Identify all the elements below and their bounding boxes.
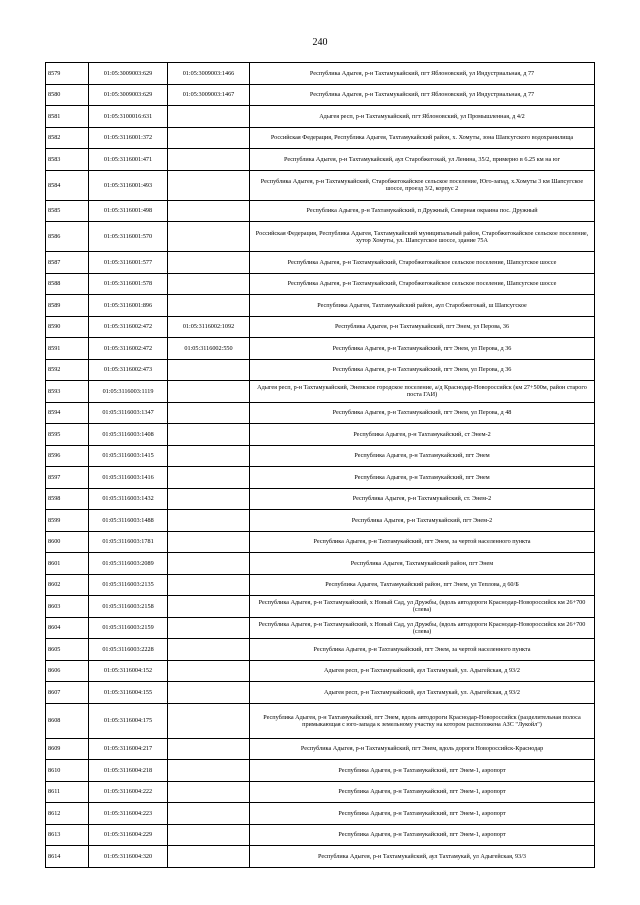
table-row xyxy=(46,660,595,682)
related-cadastral-number-cell xyxy=(168,846,250,868)
related-cadastral-number-cell xyxy=(168,617,250,639)
cadastral-number-cell: 01:05:3116003:1432 xyxy=(89,488,168,510)
row-number-cell: 8603 xyxy=(46,596,89,618)
row-number-cell: 8582 xyxy=(46,127,89,149)
address-cell: Республика Адыгея, р-н Тахтамукайский, пгт Энем, за чертой населенного пункта xyxy=(250,531,595,553)
cadastral-number-cell: 01:05:3116003:2135 xyxy=(89,574,168,596)
address-cell: Республика Адыгея, р-н Тахтамукайский, Старобжегокайское сельское поселение, Юго-запад, х.Хомуты 3 км Шапсугское шоссе, проезд 3/2, корпус 2 xyxy=(250,170,595,200)
cadastral-number-cell: 01:05:3116001:577 xyxy=(89,252,168,274)
address-cell: Республика Адыгея, р-н Тахтамукайский, х Новый Сад, ул Дружбы, (вдоль автодороги Краснодар-Новороссийск км 26+700 (слева) xyxy=(250,596,595,618)
related-cadastral-number-cell xyxy=(168,424,250,446)
cadastral-number-cell: 01:05:3116003:1488 xyxy=(89,510,168,532)
table-row xyxy=(46,273,595,295)
address-cell: Республика Адыгея, р-н Тахтамукайский, аул Старобжегокай, ул Ленина, 35/2, примерно в 6.25 км на юг xyxy=(250,149,595,171)
address-cell: Республика Адыгея, р-н Тахтамукайский, п Дружный, Северная окраина пос. Дружный xyxy=(250,200,595,222)
related-cadastral-number-cell xyxy=(168,703,250,738)
table-row xyxy=(46,424,595,446)
address-cell: Российская Федерация, Республика Адыгея, Тахтамукайский район, х. Хомуты, зона Шапсугского водохранилища xyxy=(250,127,595,149)
table-row xyxy=(46,738,595,760)
related-cadastral-number-cell xyxy=(168,682,250,704)
row-number-cell: 8594 xyxy=(46,402,89,424)
row-number-cell: 8607 xyxy=(46,682,89,704)
table-row xyxy=(46,381,595,403)
address-cell: Республика Адыгея, Тахтамукайский район, пгт Энем xyxy=(250,553,595,575)
related-cadastral-number-cell xyxy=(168,222,250,252)
related-cadastral-number-cell xyxy=(168,639,250,661)
address-cell: Республика Адыгея, р-н Тахтамукайский, пгт Энем, вдоль дороги Новороссийск-Краснодар xyxy=(250,738,595,760)
address-cell: Республика Адыгея, р-н Тахтамукайский, пгт Энем, ул Перова, д 36 xyxy=(250,338,595,360)
address-cell: Республика Адыгея, р-н Тахтамукайский, аул Тахтамукай, ул Адыгейская, 93/3 xyxy=(250,846,595,868)
cadastral-number-cell: 01:05:3116001:570 xyxy=(89,222,168,252)
related-cadastral-number-cell xyxy=(168,445,250,467)
related-cadastral-number-cell xyxy=(168,467,250,489)
row-number-cell: 8614 xyxy=(46,846,89,868)
address-cell: Российская Федерация, Республика Адыгея, Тахтамукайский муниципальный район, Старобжегокайское сельское поселение, хутор Хомуты, ул. Шапсугское шоссе, здание 75А xyxy=(250,222,595,252)
related-cadastral-number-cell xyxy=(168,488,250,510)
table-row xyxy=(46,445,595,467)
related-cadastral-number-cell: 01:05:3009003:1466 xyxy=(168,63,250,85)
row-number-cell: 8587 xyxy=(46,252,89,274)
row-number-cell: 8589 xyxy=(46,295,89,317)
address-cell: Республика Адыгея, р-н Тахтамукайский, пгт Энем xyxy=(250,445,595,467)
cadastral-number-cell: 01:05:3009003:629 xyxy=(89,84,168,106)
row-number-cell: 8601 xyxy=(46,553,89,575)
cadastral-number-cell: 01:05:3116003:1408 xyxy=(89,424,168,446)
address-cell: Республика Адыгея, р-н Тахтамукайский, ст. Энем-2 xyxy=(250,488,595,510)
address-cell: Республика Адыгея, р-н Тахтамукайский, пгт Энем, за чертой населенного пункта xyxy=(250,639,595,661)
cadastral-number-cell: 01:05:3116003:1415 xyxy=(89,445,168,467)
page-number: 240 xyxy=(312,37,328,48)
row-number-cell: 8583 xyxy=(46,149,89,171)
related-cadastral-number-cell xyxy=(168,781,250,803)
cadastral-number-cell: 01:05:3116004:155 xyxy=(89,682,168,704)
cadastral-number-cell: 01:05:3116003:2159 xyxy=(89,617,168,639)
row-number-cell: 8592 xyxy=(46,359,89,381)
related-cadastral-number-cell xyxy=(168,170,250,200)
table-row xyxy=(46,222,595,252)
table-row xyxy=(46,781,595,803)
cadastral-number-cell: 01:05:3100016:631 xyxy=(89,106,168,128)
table-row xyxy=(46,846,595,868)
table-row xyxy=(46,402,595,424)
related-cadastral-number-cell: 01:05:3009003:1467 xyxy=(168,84,250,106)
related-cadastral-number-cell xyxy=(168,402,250,424)
table-row xyxy=(46,338,595,360)
related-cadastral-number-cell xyxy=(168,127,250,149)
related-cadastral-number-cell xyxy=(168,273,250,295)
address-cell: Республика Адыгея, р-н Тахтамукайский, пгт Яблоновский, ул Индустриальная, д 77 xyxy=(250,84,595,106)
row-number-cell: 8588 xyxy=(46,273,89,295)
table-row xyxy=(46,574,595,596)
related-cadastral-number-cell xyxy=(168,803,250,825)
row-number-cell: 8581 xyxy=(46,106,89,128)
cadastral-number-cell: 01:05:3116003:1119 xyxy=(89,381,168,403)
row-number-cell: 8586 xyxy=(46,222,89,252)
related-cadastral-number-cell xyxy=(168,200,250,222)
table-row xyxy=(46,617,595,639)
row-number-cell: 8599 xyxy=(46,510,89,532)
cadastral-number-cell: 01:05:3116001:372 xyxy=(89,127,168,149)
table-row xyxy=(46,467,595,489)
row-number-cell: 8611 xyxy=(46,781,89,803)
address-cell: Республика Адыгея, р-н Тахтамукайский, пгт Энем-2 xyxy=(250,510,595,532)
cadastral-number-cell: 01:05:3009003:629 xyxy=(89,63,168,85)
row-number-cell: 8580 xyxy=(46,84,89,106)
registry-table xyxy=(45,62,595,868)
row-number-cell: 8608 xyxy=(46,703,89,738)
address-cell: Республика Адыгея, р-н Тахтамукайский, Старобжегокайское сельское поселение, Шапсугское шоссе xyxy=(250,273,595,295)
cadastral-number-cell: 01:05:3116003:1416 xyxy=(89,467,168,489)
cadastral-number-cell: 01:05:3116001:896 xyxy=(89,295,168,317)
address-cell: Республика Адыгея, р-н Тахтамукайский, пгт Энем, ул Перова, д 36 xyxy=(250,359,595,381)
address-cell: Республика Адыгея, р-н Тахтамукайский, пгт Энем, ул Перова, д 48 xyxy=(250,402,595,424)
cadastral-number-cell: 01:05:3116002:473 xyxy=(89,359,168,381)
related-cadastral-number-cell xyxy=(168,660,250,682)
related-cadastral-number-cell: 01:05:3116002:550 xyxy=(168,338,250,360)
cadastral-number-cell: 01:05:3116004:320 xyxy=(89,846,168,868)
table-row xyxy=(46,63,595,85)
table-row xyxy=(46,824,595,846)
cadastral-number-cell: 01:05:3116004:223 xyxy=(89,803,168,825)
related-cadastral-number-cell xyxy=(168,531,250,553)
table-row xyxy=(46,200,595,222)
row-number-cell: 8604 xyxy=(46,617,89,639)
address-cell: Республика Адыгея, р-н Тахтамукайский, пгт Энем-1, аэропорт xyxy=(250,803,595,825)
cadastral-number-cell: 01:05:3116001:498 xyxy=(89,200,168,222)
cadastral-number-cell: 01:05:3116003:1781 xyxy=(89,531,168,553)
table-row xyxy=(46,703,595,738)
table-row xyxy=(46,803,595,825)
row-number-cell: 8593 xyxy=(46,381,89,403)
table-row xyxy=(46,149,595,171)
related-cadastral-number-cell xyxy=(168,760,250,782)
address-cell: Республика Адыгея, Тахтамукайский район, аул Старобжегокай, ш Шапсугское xyxy=(250,295,595,317)
row-number-cell: 8590 xyxy=(46,316,89,338)
cadastral-number-cell: 01:05:3116004:217 xyxy=(89,738,168,760)
cadastral-number-cell: 01:05:3116004:229 xyxy=(89,824,168,846)
cadastral-number-cell: 01:05:3116001:471 xyxy=(89,149,168,171)
cadastral-number-cell: 01:05:3116004:152 xyxy=(89,660,168,682)
table-row xyxy=(46,553,595,575)
cadastral-number-cell: 01:05:3116002:472 xyxy=(89,316,168,338)
related-cadastral-number-cell xyxy=(168,359,250,381)
cadastral-number-cell: 01:05:3116002:472 xyxy=(89,338,168,360)
related-cadastral-number-cell xyxy=(168,295,250,317)
row-number-cell: 8609 xyxy=(46,738,89,760)
row-number-cell: 8602 xyxy=(46,574,89,596)
row-number-cell: 8597 xyxy=(46,467,89,489)
table-row xyxy=(46,252,595,274)
address-cell: Республика Адыгея, р-н Тахтамукайский, пгт Энем-1, аэропорт xyxy=(250,760,595,782)
cadastral-number-cell: 01:05:3116003:1347 xyxy=(89,402,168,424)
address-cell: Республика Адыгея, р-н Тахтамукайский, пгт Яблоновский, ул Индустриальная, д 77 xyxy=(250,63,595,85)
related-cadastral-number-cell xyxy=(168,381,250,403)
table-row xyxy=(46,295,595,317)
cadastral-number-cell: 01:05:3116003:2089 xyxy=(89,553,168,575)
related-cadastral-number-cell xyxy=(168,252,250,274)
related-cadastral-number-cell xyxy=(168,738,250,760)
table-row xyxy=(46,170,595,200)
table-row xyxy=(46,596,595,618)
cadastral-number-cell: 01:05:3116001:493 xyxy=(89,170,168,200)
registry-table-body xyxy=(46,63,595,868)
table-row xyxy=(46,127,595,149)
cadastral-number-cell: 01:05:3116003:2158 xyxy=(89,596,168,618)
table-row xyxy=(46,510,595,532)
address-cell: Адыгея респ, р-н Тахтамукайский, аул Тахтамукай, ул. Адыгейская, д 93/2 xyxy=(250,660,595,682)
table-row xyxy=(46,359,595,381)
address-cell: Республика Адыгея, р-н Тахтамукайский, пгт Энем-1, аэропорт xyxy=(250,781,595,803)
related-cadastral-number-cell xyxy=(168,574,250,596)
table-row xyxy=(46,531,595,553)
row-number-cell: 8585 xyxy=(46,200,89,222)
row-number-cell: 8591 xyxy=(46,338,89,360)
address-cell: Республика Адыгея, р-н Тахтамукайский, пгт Энем-1, аэропорт xyxy=(250,824,595,846)
cadastral-number-cell: 01:05:3116004:175 xyxy=(89,703,168,738)
row-number-cell: 8613 xyxy=(46,824,89,846)
related-cadastral-number-cell: 01:05:3116002:1092 xyxy=(168,316,250,338)
cadastral-number-cell: 01:05:3116001:578 xyxy=(89,273,168,295)
address-cell: Адыгея респ, р-н Тахтамукайский, пгт Яблоновский, ул Промышленная, д 4/2 xyxy=(250,106,595,128)
cadastral-number-cell: 01:05:3116004:222 xyxy=(89,781,168,803)
related-cadastral-number-cell xyxy=(168,106,250,128)
address-cell: Республика Адыгея, р-н Тахтамукайский, х Новый Сад, ул Дружбы, (вдоль автодороги Краснодар-Новороссийск км 26+700 (слева) xyxy=(250,617,595,639)
cadastral-number-cell: 01:05:3116003:2228 xyxy=(89,639,168,661)
table-row xyxy=(46,84,595,106)
address-cell: Республика Адыгея, Тахтамукайский район, пгт Энем, ул Теплова, д 60/Б xyxy=(250,574,595,596)
table-row xyxy=(46,639,595,661)
related-cadastral-number-cell xyxy=(168,824,250,846)
table-row xyxy=(46,106,595,128)
row-number-cell: 8612 xyxy=(46,803,89,825)
address-cell: Адыгея респ, р-н Тахтамукайский, Энемское городское поселение, а/д Краснодар-Новороссийск (км 27+500м, район старого поста ГАИ) xyxy=(250,381,595,403)
row-number-cell: 8610 xyxy=(46,760,89,782)
row-number-cell: 8596 xyxy=(46,445,89,467)
table-row xyxy=(46,488,595,510)
row-number-cell: 8595 xyxy=(46,424,89,446)
address-cell: Республика Адыгея, р-н Тахтамукайский, ст Энем-2 xyxy=(250,424,595,446)
address-cell: Республика Адыгея, р-н Тахтамукайский, пгт Энем xyxy=(250,467,595,489)
table-row xyxy=(46,682,595,704)
related-cadastral-number-cell xyxy=(168,510,250,532)
row-number-cell: 8584 xyxy=(46,170,89,200)
address-cell: Адыгея респ, р-н Тахтамукайский, аул Тахтамукай, ул. Адыгейская, д 93/2 xyxy=(250,682,595,704)
related-cadastral-number-cell xyxy=(168,596,250,618)
address-cell: Республика Адыгея, р-н Тахтамукайский, пгт Энем, вдоль автодороги Краснодар-Новороссийск (разделительная полоса примыкающая с юго-запада к земельному участку на котором расположена АЗС "Лукойл") xyxy=(250,703,595,738)
related-cadastral-number-cell xyxy=(168,553,250,575)
row-number-cell: 8598 xyxy=(46,488,89,510)
cadastral-number-cell: 01:05:3116004:218 xyxy=(89,760,168,782)
row-number-cell: 8605 xyxy=(46,639,89,661)
address-cell: Республика Адыгея, р-н Тахтамукайский, Старобжегокайское сельское поселение, Шапсугское шоссе xyxy=(250,252,595,274)
address-cell: Республика Адыгея, р-н Тахтамукайский, пгт Энем, ул Перова, 36 xyxy=(250,316,595,338)
table-row xyxy=(46,760,595,782)
row-number-cell: 8579 xyxy=(46,63,89,85)
row-number-cell: 8600 xyxy=(46,531,89,553)
row-number-cell: 8606 xyxy=(46,660,89,682)
table-row xyxy=(46,316,595,338)
related-cadastral-number-cell xyxy=(168,149,250,171)
